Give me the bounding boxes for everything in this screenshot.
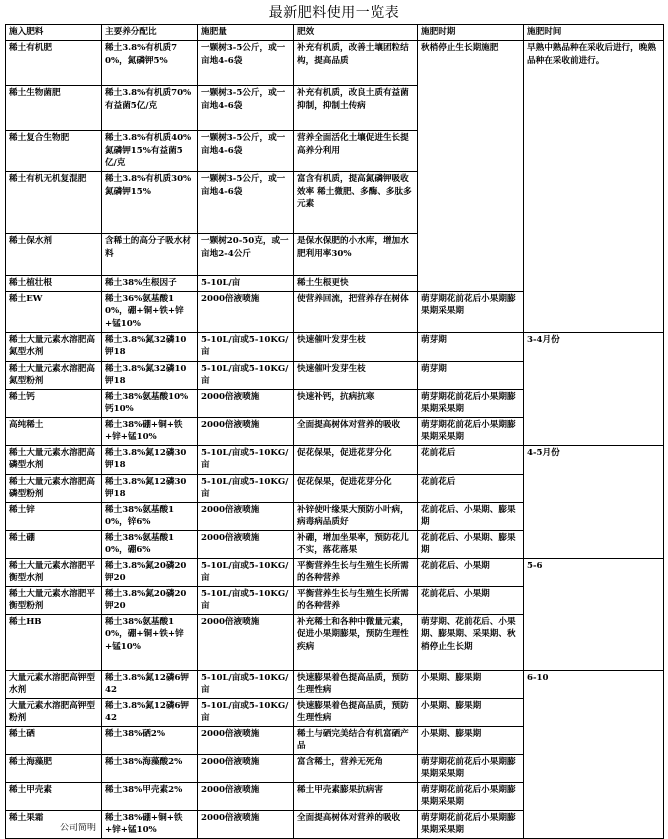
footer-note: 公司简明 [60, 823, 97, 833]
cell-ratio: 稀土38%海藻酸2% [102, 754, 198, 782]
cell-amount: 一颗树3-5公斤，或一亩地4-6袋 [198, 131, 294, 172]
cell-effect: 稀土甲壳素膨果抗病害 [294, 782, 418, 810]
cell-ratio: 稀土38%生根因子 [102, 276, 198, 292]
cell-amount: 一颗树20-50克，或一亩地2-4公斤 [198, 234, 294, 276]
cell-period: 萌芽期花前花后小果期膨果期采果期 [418, 754, 524, 782]
cell-name: 大量元素水溶肥高钾型水剂 [6, 670, 102, 698]
cell-amount: 5-10L/亩或5-10KG/亩 [198, 586, 294, 614]
table-header-row [6, 25, 664, 41]
cell-amount: 2000倍液喷施 [198, 291, 294, 332]
cell-effect: 快速补钙，抗病抗寒 [294, 389, 418, 417]
cell-period: 萌芽期花前花后小果期膨果期采果期 [418, 291, 524, 332]
table-row [6, 41, 664, 86]
cell-period: 花前花后 [418, 474, 524, 502]
cell-period: 花前花后、小果期、膨果期 [418, 502, 524, 530]
cell-name: 稀土钙 [6, 389, 102, 417]
cell-effect: 补锌使叶缘果大预防小叶病，病毒病品质好 [294, 502, 418, 530]
cell-ratio: 稀土3.8%氮32磷10钾18 [102, 361, 198, 389]
cell-effect: 快速催叶发芽生枝 [294, 361, 418, 389]
cell-effect: 使营养回流，把营养存在树体 [294, 291, 418, 332]
cell-ratio: 稀土3.8%氮20磷20钾20 [102, 558, 198, 586]
cell-name: 稀土大量元素水溶肥高氮型水剂 [6, 332, 102, 361]
cell-period: 萌芽期花前花后小果期膨果期采果期 [418, 389, 524, 417]
cell-period: 萌芽期花前花后小果期膨果期采果期 [418, 810, 524, 838]
cell-effect: 快速膨果着色提高品质，预防生理性病 [294, 698, 418, 726]
cell-period: 萌芽期、花前花后、小果期、膨果期、采果期、秋梢停止生长期 [418, 614, 524, 670]
header-ratio: 主要养分配比 [102, 25, 198, 41]
cell-period-merged: 秋梢停止生长期施肥 [418, 41, 524, 292]
cell-period: 小果期、膨果期 [418, 670, 524, 698]
cell-effect: 促花保果，促进花芽分化 [294, 445, 418, 474]
cell-ratio: 稀土38%硒2% [102, 726, 198, 754]
cell-name: 稀土EW [6, 291, 102, 332]
cell-effect: 富含稀土，营养无死角 [294, 754, 418, 782]
table-row [6, 670, 664, 698]
cell-name: 稀土大量元素水溶肥高氮型粉剂 [6, 361, 102, 389]
cell-name: 稀土有机肥 [6, 41, 102, 86]
cell-ratio: 稀土38%硼+铜+铁+锌+锰10% [102, 810, 198, 838]
cell-time-group: 6-10 [524, 670, 664, 838]
cell-name: 稀土复合生物肥 [6, 131, 102, 172]
cell-name: 高纯稀土 [6, 417, 102, 445]
cell-name: 稀土海藻肥 [6, 754, 102, 782]
cell-name: 稀土大量元素水溶肥高磷型水剂 [6, 445, 102, 474]
cell-period: 花前花后 [418, 445, 524, 474]
cell-amount: 5-10L/亩或5-10KG/亩 [198, 445, 294, 474]
cell-period: 花前花后、小果期 [418, 586, 524, 614]
cell-amount: 5-10L/亩或5-10KG/亩 [198, 698, 294, 726]
cell-time-merged: 早熟中熟品种在采收后进行，晚熟品种在采收前进行。 [524, 41, 664, 333]
cell-name: 稀土甲壳素 [6, 782, 102, 810]
cell-name: 稀土有机无机复混肥 [6, 172, 102, 234]
cell-period: 花前花后、小果期、膨果期 [418, 530, 524, 558]
cell-name: 稀土硼 [6, 530, 102, 558]
cell-amount: 5-10L/亩 [198, 276, 294, 292]
cell-name: 稀土大量元素水溶肥高磷型粉剂 [6, 474, 102, 502]
table-row [6, 332, 664, 361]
cell-effect: 全面提高树体对营养的吸收 [294, 417, 418, 445]
cell-ratio: 稀土3.8%氮32磷10钾18 [102, 332, 198, 361]
cell-effect: 是保水保肥的小水库，增加水肥利用率30% [294, 234, 418, 276]
cell-period: 花前花后、小果期 [418, 558, 524, 586]
cell-effect: 快速催叶发芽生枝 [294, 332, 418, 361]
cell-amount: 2000倍液喷施 [198, 530, 294, 558]
table-row [6, 445, 664, 474]
cell-effect: 全面提高树体对营养的吸收 [294, 810, 418, 838]
cell-time-group: 3-4月份 [524, 332, 664, 445]
cell-name: 稀土植壮根 [6, 276, 102, 292]
cell-period: 萌芽期花前花后小果期膨果期采果期 [418, 782, 524, 810]
cell-name: 稀土大量元素水溶肥平衡型粉剂 [6, 586, 102, 614]
cell-ratio: 含稀土的高分子吸水材料 [102, 234, 198, 276]
fertilizer-table [5, 24, 664, 839]
cell-name: 稀土硒 [6, 726, 102, 754]
cell-amount: 2000倍液喷施 [198, 782, 294, 810]
cell-effect: 补硼，增加坐果率，预防花儿不实，落花落果 [294, 530, 418, 558]
cell-period: 小果期、膨果期 [418, 726, 524, 754]
cell-amount: 2000倍液喷施 [198, 754, 294, 782]
cell-effect: 补充有机质，改良土质有益菌抑制，抑制土传病 [294, 86, 418, 131]
header-period: 施肥时期 [418, 25, 524, 41]
cell-amount: 一颗树3-5公斤，或一亩地4-6袋 [198, 86, 294, 131]
cell-effect: 快速膨果着色提高品质，预防生理性病 [294, 670, 418, 698]
table-row [6, 558, 664, 586]
cell-ratio: 稀土3.8%有机质70%有益菌5亿/克 [102, 86, 198, 131]
cell-ratio: 稀土36%氨基酸10%，硼+铜+铁+锌+锰10% [102, 291, 198, 332]
cell-amount: 2000倍液喷施 [198, 614, 294, 670]
cell-amount: 2000倍液喷施 [198, 389, 294, 417]
cell-name: 稀土果霜 [6, 810, 102, 838]
cell-ratio: 稀土38%甲壳素2% [102, 782, 198, 810]
cell-amount: 5-10L/亩或5-10KG/亩 [198, 474, 294, 502]
cell-name: 稀土锌 [6, 502, 102, 530]
cell-ratio: 稀土3.8%氮20磷20钾20 [102, 586, 198, 614]
cell-effect: 稀土与硒完美结合有机富硒产品 [294, 726, 418, 754]
cell-effect: 平衡营养生长与生殖生长所需的各种营养 [294, 586, 418, 614]
cell-ratio: 稀土38%氨基酸10%，硼6% [102, 530, 198, 558]
header-amount: 施肥量 [198, 25, 294, 41]
cell-ratio: 稀土38%氨基酸10%，硼+铜+铁+锌+锰10% [102, 614, 198, 670]
cell-effect: 营养全面活化土壤促进生长提高养分利用 [294, 131, 418, 172]
cell-period: 萌芽期 [418, 332, 524, 361]
cell-amount: 2000倍液喷施 [198, 502, 294, 530]
cell-name: 稀土HB [6, 614, 102, 670]
cell-period: 萌芽期花前花后小果期膨果期采果期 [418, 417, 524, 445]
cell-effect: 稀土生根更快 [294, 276, 418, 292]
cell-ratio: 稀土38%氨基酸10%钙10% [102, 389, 198, 417]
cell-ratio: 稀土3.8%有机质30%氮磷钾15% [102, 172, 198, 234]
cell-amount: 一颗树3-5公斤，或一亩地4-6袋 [198, 172, 294, 234]
cell-amount: 5-10L/亩或5-10KG/亩 [198, 670, 294, 698]
cell-time-group: 4-5月份 [524, 445, 664, 558]
cell-name: 稀土生物菌肥 [6, 86, 102, 131]
cell-amount: 5-10L/亩或5-10KG/亩 [198, 361, 294, 389]
cell-amount: 5-10L/亩或5-10KG/亩 [198, 558, 294, 586]
cell-name: 稀土保水剂 [6, 234, 102, 276]
cell-ratio: 稀土3.8%有机质40%氮磷钾15%有益菌5亿/克 [102, 131, 198, 172]
cell-ratio: 稀土3.8%氮12磷6钾42 [102, 670, 198, 698]
cell-period: 小果期、膨果期 [418, 698, 524, 726]
cell-ratio: 稀土3.8%氮12磷30钾18 [102, 474, 198, 502]
cell-amount: 2000倍液喷施 [198, 726, 294, 754]
cell-ratio: 稀土3.8%氮12磷6钾42 [102, 698, 198, 726]
header-fertilizer: 施入肥料 [6, 25, 102, 41]
cell-time-group: 5-6 [524, 558, 664, 670]
header-effect: 肥效 [294, 25, 418, 41]
cell-ratio: 稀土38%氨基酸10%，锌6% [102, 502, 198, 530]
cell-effect: 富含有机质，提高氮磷钾吸收效率 稀土微肥、多酶、多肽多元素 [294, 172, 418, 234]
document-title: 最新肥料使用一览表 [268, 5, 400, 21]
cell-name: 大量元素水溶肥高钾型粉剂 [6, 698, 102, 726]
cell-effect: 促花保果，促进花芽分化 [294, 474, 418, 502]
cell-ratio: 稀土38%硼+铜+铁+锌+锰10% [102, 417, 198, 445]
cell-ratio: 稀土3.8%有机质70%，氮磷钾5% [102, 41, 198, 86]
cell-amount: 一颗树3-5公斤，或一亩地4-6袋 [198, 41, 294, 86]
cell-amount: 2000倍液喷施 [198, 810, 294, 838]
cell-period: 萌芽期 [418, 361, 524, 389]
header-time: 施肥时间 [524, 25, 664, 41]
cell-effect: 补充有机质，改善土壤团粒结构，提高品质 [294, 41, 418, 86]
cell-ratio: 稀土3.8%氮12磷30钾18 [102, 445, 198, 474]
cell-effect: 补充稀土和各种中微量元素，促进小果期膨果，预防生理性疾病 [294, 614, 418, 670]
cell-effect: 平衡营养生长与生殖生长所需的各种营养 [294, 558, 418, 586]
cell-name: 稀土大量元素水溶肥平衡型水剂 [6, 558, 102, 586]
cell-amount: 2000倍液喷施 [198, 417, 294, 445]
cell-amount: 5-10L/亩或5-10KG/亩 [198, 332, 294, 361]
